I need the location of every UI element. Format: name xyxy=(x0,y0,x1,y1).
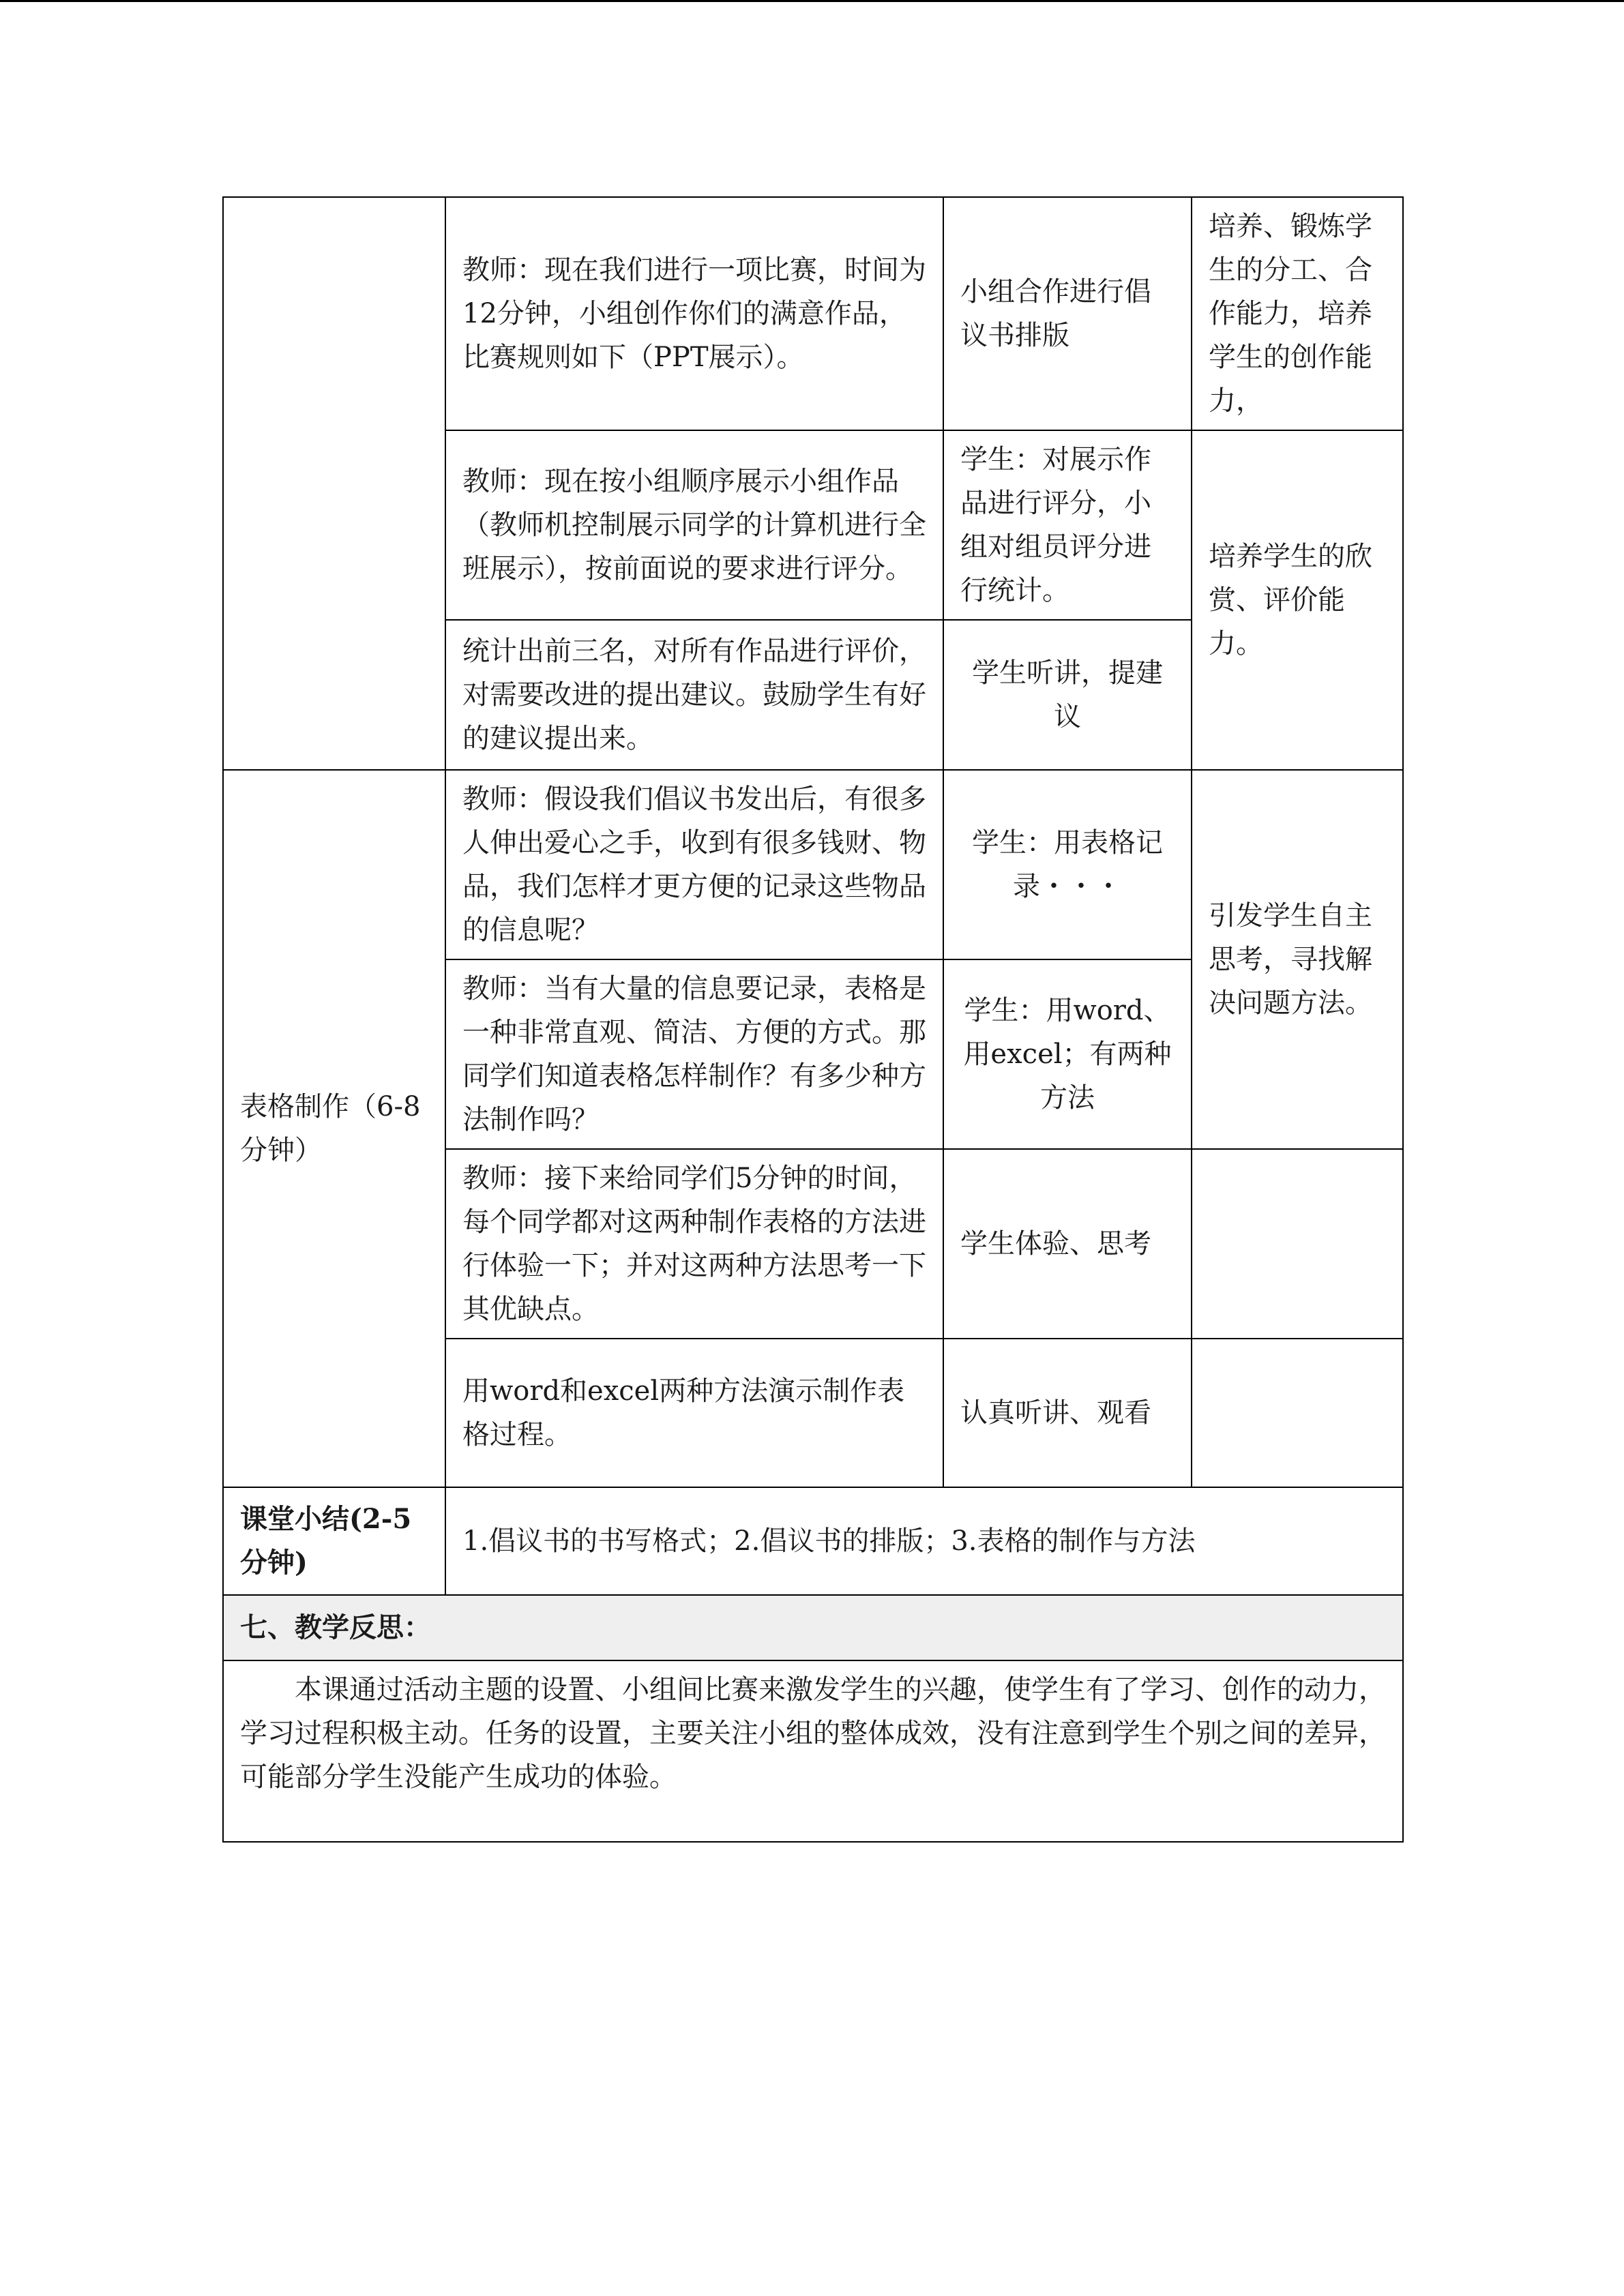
design-intent-cell: 培养、锻炼学生的分工、合作能力，培养学生的创作能力， xyxy=(1192,197,1403,430)
design-intent-cell: 引发学生自主思考，寻找解决问题方法。 xyxy=(1192,770,1403,1149)
table-row xyxy=(223,770,1403,959)
page-top-rule xyxy=(0,0,1624,2)
student-activity-cell: 认真听讲、观看 xyxy=(943,1339,1192,1487)
summary-label-cell: 课堂小结(2-5分钟) xyxy=(223,1487,445,1595)
reflection-body: 本课通过活动主题的设置、小组间比赛来激发学生的兴趣，使学生有了学习、创作的动力，学习过程积极主动。任务的设置，主要关注小组的整体成效，没有注意到学生个别之间的差异，可能部分学生没能产生成功的体验。 xyxy=(223,1660,1403,1842)
phase-label-cell: 表格制作（6-8分钟） xyxy=(223,770,445,1487)
student-activity-cell: 学生体验、思考 xyxy=(943,1149,1192,1339)
table-row xyxy=(223,197,1403,430)
table-row xyxy=(223,1595,1403,1660)
design-intent-cell-empty xyxy=(1192,1149,1403,1339)
student-activity-cell: 小组合作进行倡议书排版 xyxy=(943,197,1192,430)
teacher-activity-cell: 教师：假设我们倡议书发出后，有很多人伸出爱心之手，收到有很多钱财、物品，我们怎样才更方便的记录这些物品的信息呢？ xyxy=(445,770,943,959)
table-row xyxy=(223,1660,1403,1842)
lesson-plan-table xyxy=(222,196,1404,1843)
student-activity-cell: 学生：用表格记录・・・ xyxy=(943,770,1192,959)
teacher-activity-cell: 教师：接下来给同学们5分钟的时间，每个同学都对这两种制作表格的方法进行体验一下；并对这两种方法思考一下其优缺点。 xyxy=(445,1149,943,1339)
teacher-activity-cell: 统计出前三名，对所有作品进行评价，对需要改进的提出建议。鼓励学生有好的建议提出来。 xyxy=(445,620,943,770)
teacher-activity-cell: 教师：现在按小组顺序展示小组作品（教师机控制展示同学的计算机进行全班展示），按前面说的要求进行评分。 xyxy=(445,430,943,620)
reflection-heading: 七、教学反思： xyxy=(223,1595,1403,1660)
design-intent-cell-empty xyxy=(1192,1339,1403,1487)
student-activity-cell: 学生：用word、用excel；有两种方法 xyxy=(943,959,1192,1149)
teacher-activity-cell: 用word和excel两种方法演示制作表格过程。 xyxy=(445,1339,943,1487)
student-activity-cell: 学生听讲，提建议 xyxy=(943,620,1192,770)
student-activity-cell: 学生：对展示作品进行评分，小组对组员评分进行统计。 xyxy=(943,430,1192,620)
summary-content-cell: 1.倡议书的书写格式；2.倡议书的排版；3.表格的制作与方法 xyxy=(445,1487,1403,1595)
design-intent-cell: 培养学生的欣赏、评价能力。 xyxy=(1192,430,1403,770)
teacher-activity-cell: 教师：当有大量的信息要记录，表格是一种非常直观、简洁、方便的方式。那同学们知道表格怎样制作？有多少种方法制作吗？ xyxy=(445,959,943,1149)
table-row xyxy=(223,1487,1403,1595)
teacher-activity-cell: 教师：现在我们进行一项比赛，时间为12分钟，小组创作你们的满意作品，比赛规则如下（PPT展示）。 xyxy=(445,197,943,430)
phase-cell-empty xyxy=(223,197,445,770)
